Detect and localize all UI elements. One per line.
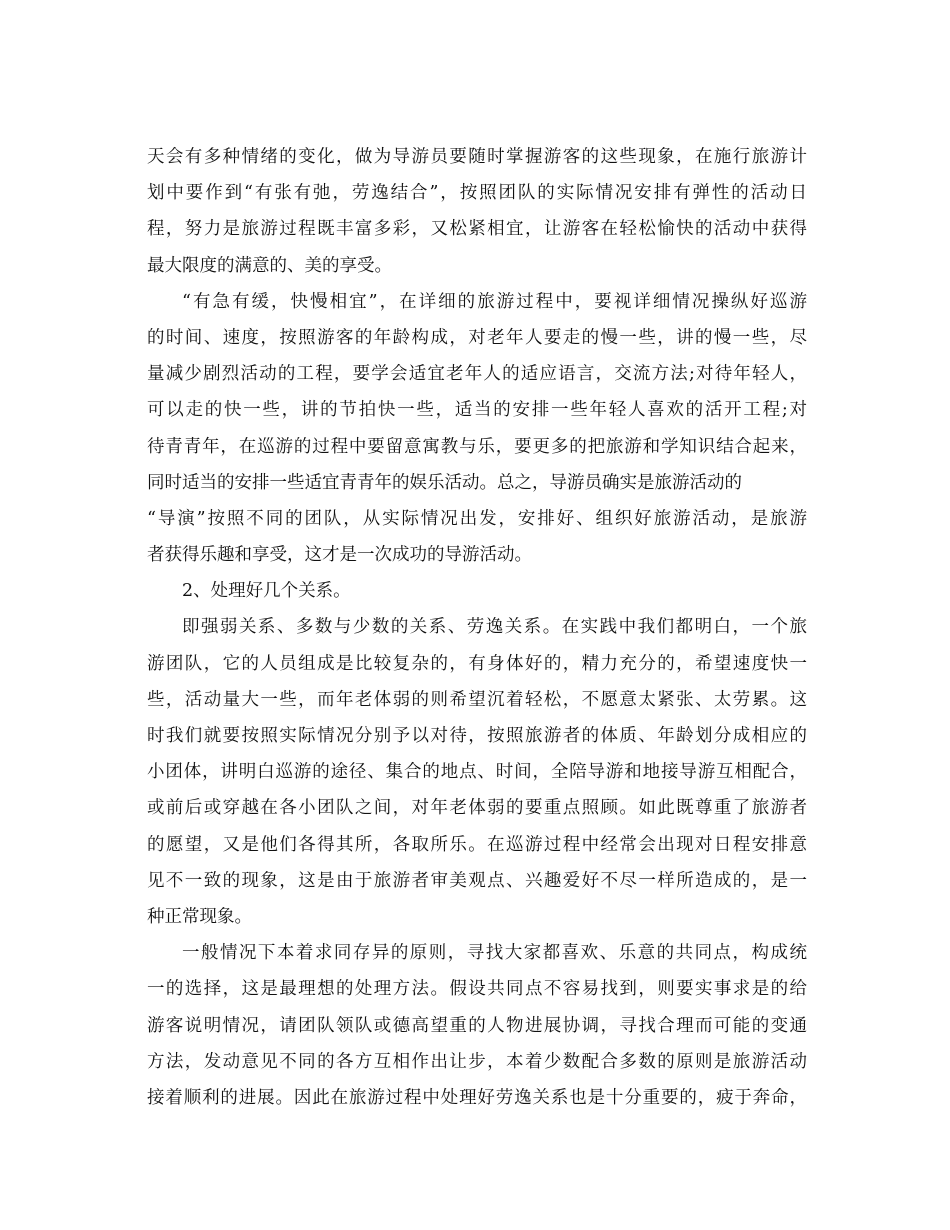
text-line: 一般情况下本着求同存异的原则，寻找大家都喜欢、乐意的共同点，构成统	[182, 943, 807, 964]
text-line: 时我们就要按照实际情况分别予以对待，按照旅游者的体质、年龄划分成相应的	[147, 726, 807, 746]
text-line: 的愿望，又是他们各得其所，各取所乐。在巡游过程中经常会出现对日程安排意	[147, 834, 807, 855]
text-line: 同时适当的安排一些适宜青青年的娱乐活动。总之，导游员确实是旅游活动的	[147, 472, 742, 493]
text-line: 者获得乐趣和享受，这才是一次成功的导游活动。	[147, 545, 532, 566]
text-line: 些，活动量大一些，而年老体弱的则希望沉着轻松，不愿意太紧张、太劳累。这	[147, 689, 807, 710]
section-heading: 2、处理好几个关系。	[182, 581, 351, 602]
text-line: 一的选择，这是最理想的处理方法。假设共同点不容易找到，则要实事求是的给	[147, 979, 807, 1000]
paragraph-2	[147, 284, 807, 574]
paragraph-1	[147, 139, 807, 284]
text-line: 天会有多种情绪的变化，做为导游员要随时掌握游客的这些现象，在施行旅游计	[147, 147, 807, 167]
paragraph-3	[147, 573, 807, 609]
text-line: 量减少剧烈活动的工程，要学会适宜老年人的适应语言，交流方法;对待年轻人，	[147, 364, 807, 385]
text-line: 程，努力是旅游过程既丰富多彩，又松紧相宜，让游客在轻松愉快的活动中获得	[147, 219, 807, 240]
text-line: 划中要作到“有张有弛，劳逸结合”，按照团队的实际情况安排有弹性的活动日	[147, 183, 807, 204]
text-line: 小团体，讲明白巡游的途径、集合的地点、时间，全陪导游和地接导游互相配合，	[147, 762, 807, 783]
paragraph-5	[147, 935, 807, 1116]
text-line: 即强弱关系、多数与少数的关系、劳逸关系。在实践中我们都明白，一个旅	[182, 617, 807, 638]
text-line: 的时间、速度，按照游客的年龄构成，对老年人要走的慢一些，讲的慢一些，尽	[147, 327, 807, 348]
text-line: 游客说明情况，请团队领队或德高望重的人物进展协调，寻找合理而可能的变通	[147, 1015, 807, 1036]
text-line: 接着顺利的进展。因此在旅游过程中处理好劳逸关系也是十分重要的，疲于奔命，	[147, 1087, 807, 1108]
text-line: 可以走的快一些，讲的节拍快一些，适当的安排一些年轻人喜欢的活开工程;对	[147, 400, 807, 421]
paragraph-4	[147, 609, 807, 935]
text-line: 或前后或穿越在各小团队之间，对年老体弱的要重点照顾。如此既尊重了旅游者	[147, 798, 807, 819]
text-line: 见不一致的现象，这是由于旅游者审美观点、兴趣爱好不尽一样所造成的，是一	[147, 870, 807, 891]
text-line: 种正常现象。	[147, 906, 252, 927]
text-line: 最大限度的满意的、美的享受。	[147, 255, 392, 276]
document-body	[147, 139, 807, 1116]
text-line: 游团队，它的人员组成是比较复杂的，有身体好的，精力充分的，希望速度快一	[147, 653, 807, 674]
text-line: 待青青年，在巡游的过程中要留意寓教与乐，要更多的把旅游和学知识结合起来，	[147, 436, 807, 457]
text-line: 方法，发动意见不同的各方互相作出让步，本着少数配合多数的原则是旅游活动	[147, 1051, 807, 1072]
text-line: “导演”按照不同的团队，从实际情况出发，安排好、组织好旅游活动，是旅游	[147, 508, 807, 529]
text-line: “有急有缓，快慢相宜”，在详细的旅游过程中，要视详细情况操纵好巡游	[182, 291, 807, 312]
